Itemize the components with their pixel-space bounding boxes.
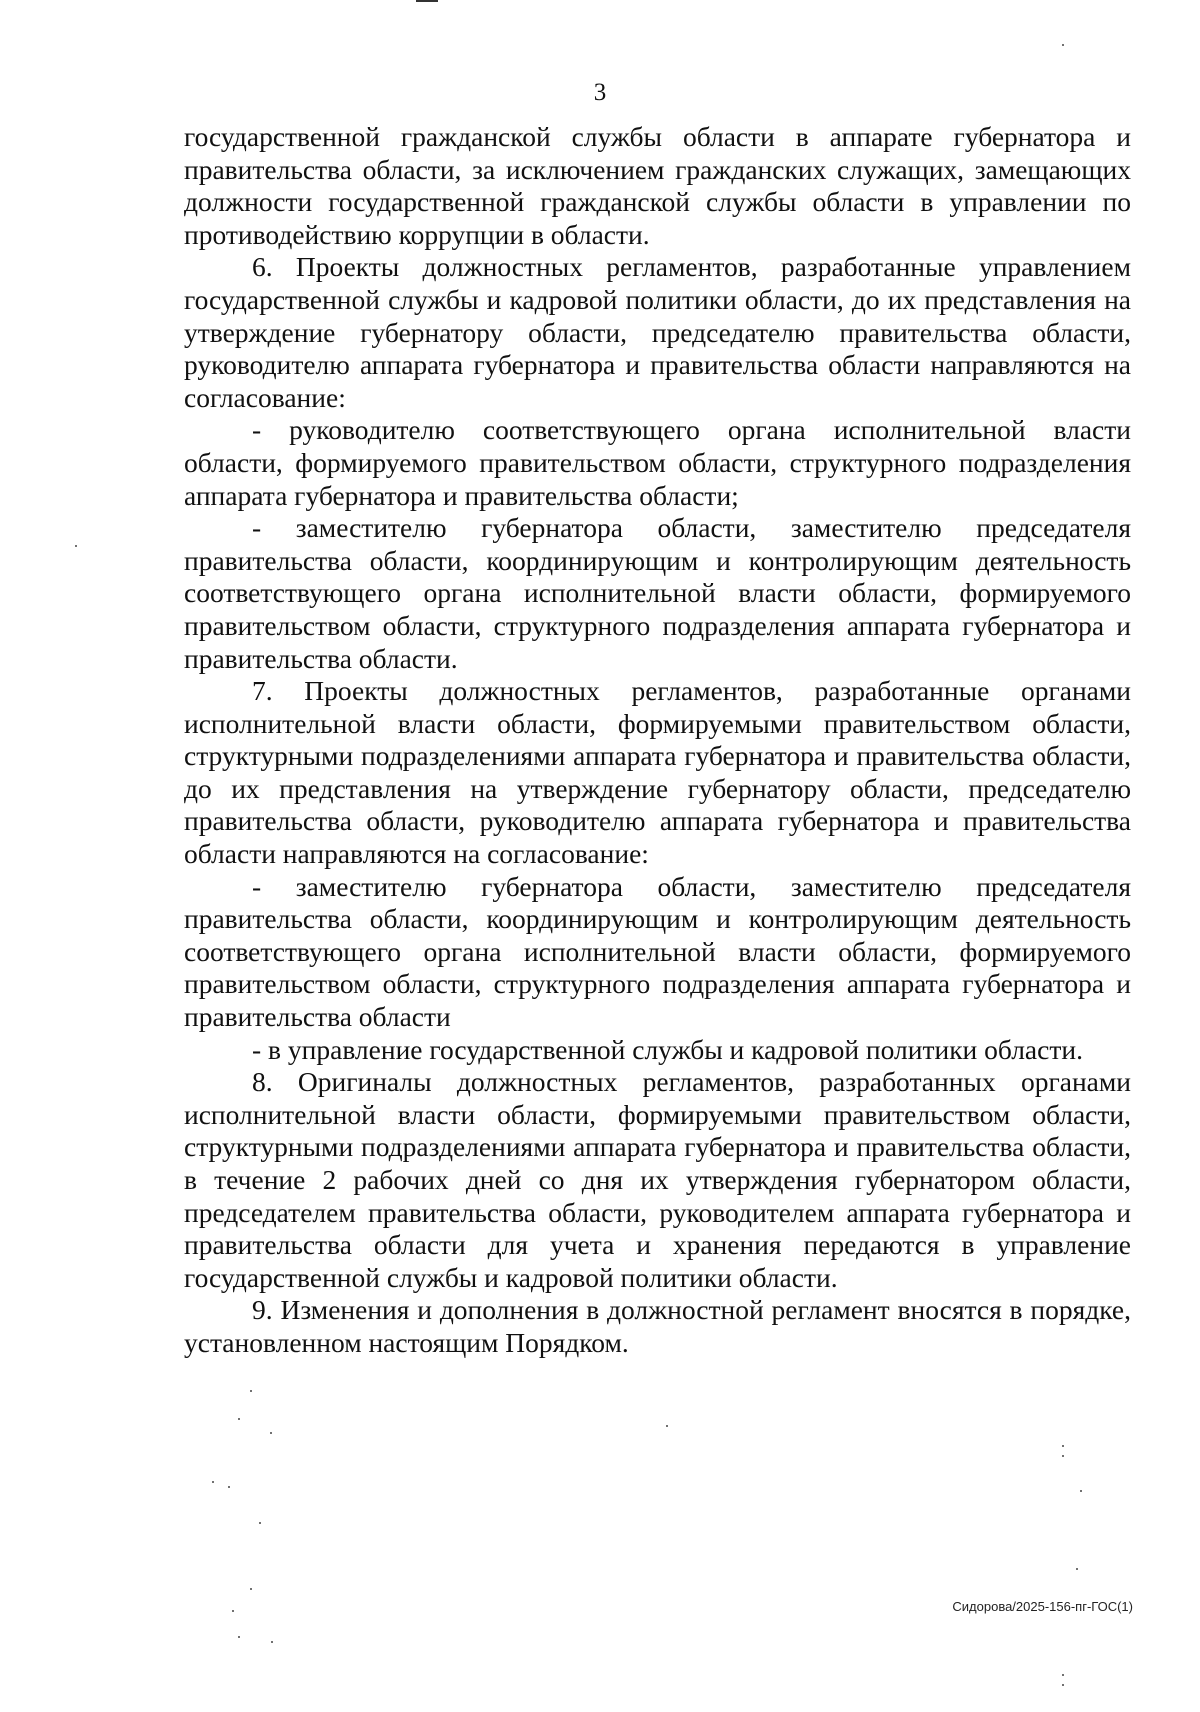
scan-speck	[232, 1610, 234, 1612]
scan-speck	[1062, 1684, 1064, 1686]
paragraph-continuation: государственной гражданской службы области в аппарате губернатора и правительства области, за исключением гражданских служащих, замещающих должности государственной гражданской службы области в управлении по противодействию коррупции в области.	[184, 121, 1131, 250]
paragraph-item-6: 6. Проекты должностных регламентов, разработанные управлением государственной службы и кадровой политики области, до их представления на утверждение губернатору области, председателю правительства области, руководителю аппарата губернатора и правительства области направляются на согласование:	[184, 251, 1131, 413]
paragraph-item-8: 8. Оригиналы должностных регламентов, разработанных органами исполнительной власти области, формируемыми правительством области, структурными подразделениями аппарата губернатора и правительства области, в течение 2 рабочих дней со дня их утверждения губернатором области, председателем правительства области, руководителем аппарата губернатора и правительства области для учета и хранения передаются в управление государственной службы и кадровой политики области.	[184, 1066, 1131, 1293]
scan-speck	[1076, 1568, 1078, 1570]
document-reference-code: Сидорова/2025-156-пг-ГОС(1)	[952, 1599, 1133, 1614]
scan-speck	[1062, 1455, 1064, 1457]
paragraph-item-7-approver-2: - в управление государственной службы и кадровой политики области.	[252, 1033, 1083, 1065]
scan-speck	[238, 1636, 240, 1638]
scan-speck	[666, 1425, 668, 1427]
scan-speck	[238, 1418, 240, 1420]
scan-speck	[1062, 1445, 1064, 1447]
scan-speck	[1080, 1490, 1082, 1492]
paragraph-item-9: 9. Изменения и дополнения в должностной регламент вносятся в порядке, установленном настоящим Порядком.	[184, 1294, 1131, 1358]
page-number: 3	[593, 79, 607, 106]
scan-speck	[1062, 1674, 1064, 1676]
scan-speck	[270, 1432, 272, 1434]
paragraph-item-6-approver-2: - заместителю губернатора области, заместителю председателя правительства области, координирующим и контролирующим деятельность соответствующего органа исполнительной власти области, формируемого правительством области, структурного подразделения аппарата губернатора и правительства области.	[184, 512, 1131, 674]
scan-speck	[75, 545, 77, 547]
scan-speck	[271, 1641, 273, 1643]
scan-speck	[259, 1522, 261, 1524]
scan-speck	[228, 1486, 230, 1488]
document-body	[184, 121, 1131, 1360]
paragraph-item-7-approver-1: - заместителю губернатора области, заместителю председателя правительства области, координирующим и контролирующим деятельность соответствующего органа исполнительной власти области, формируемого правительством области, структурного подразделения аппарата губернатора и правительства области	[184, 870, 1131, 1033]
scan-speck	[250, 1588, 252, 1590]
scan-mark	[416, 0, 438, 2]
scan-speck	[1062, 44, 1064, 46]
scan-speck	[250, 1390, 252, 1392]
paragraph-item-7: 7. Проекты должностных регламентов, разработанные органами исполнительной власти области, формируемыми правительством области, структурными подразделениями аппарата губернатора и правительства области, до их представления на утверждение губернатору области, председателю правительства области, руководителю аппарата губернатора и правительства области направляются на согласование:	[184, 675, 1131, 870]
paragraph-item-6-approver-1: - руководителю соответствующего органа исполнительной власти области, формируемого правительством области, структурного подразделения аппарата губернатора и правительства области;	[184, 414, 1131, 511]
scan-speck	[212, 1481, 214, 1483]
